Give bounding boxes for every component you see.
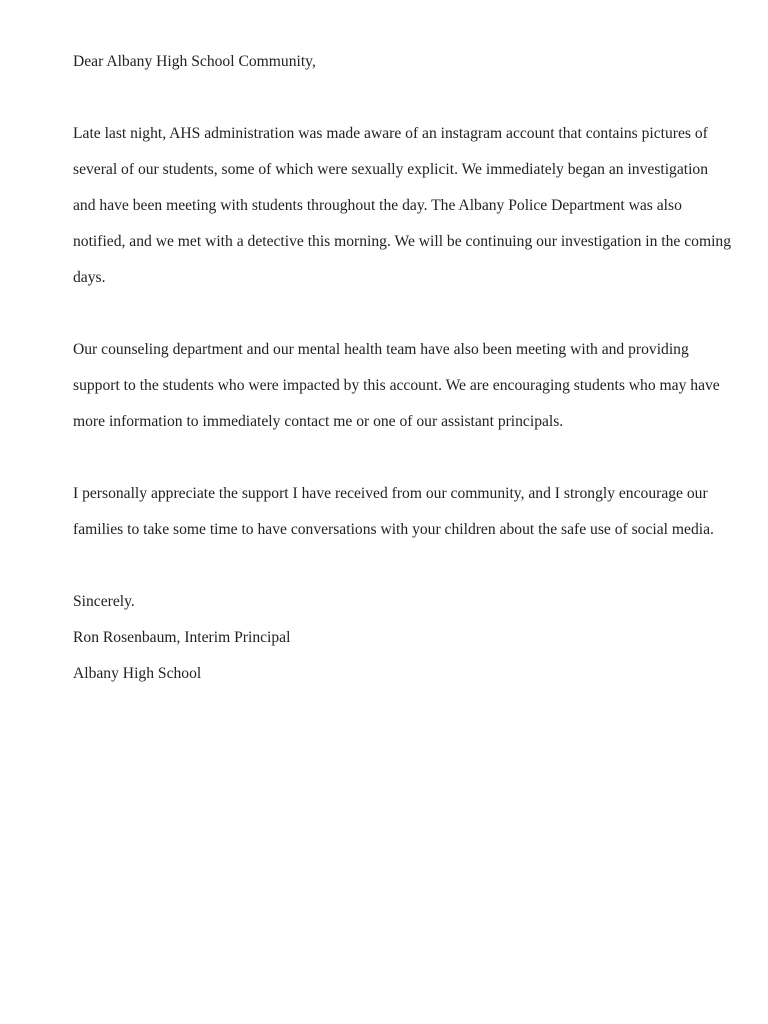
paragraph-spacer (73, 440, 733, 476)
salutation: Dear Albany High School Community, (73, 53, 316, 70)
paragraph-counseling: Our counseling department and our mental health team have also been meeting with and providing support to the students who were impacted by this account. We are encouraging students who may have more information to immediately contact me or one of our assistant principals. (73, 341, 720, 430)
letter-body (73, 44, 733, 692)
paragraph-spacer (73, 296, 733, 332)
paragraph-spacer (73, 80, 733, 116)
paragraph-community: I personally appreciate the support I have received from our community, and I strongly encourage our families to take some time to have conversations with your children about the safe use of social media. (73, 485, 714, 538)
closing: Sincerely. (73, 593, 135, 610)
signature-name: Ron Rosenbaum, Interim Principal (73, 629, 291, 646)
signature-organization: Albany High School (73, 665, 202, 682)
paragraph-investigation: Late last night, AHS administration was made aware of an instagram account that contains pictures of several of our students, some of which were sexually explicit. We immediately began an investigation and have been meeting with students throughout the day. The Albany Police Department was also notified, and we met with a detective this morning. We will be continuing our investigation in the coming days. (73, 125, 732, 286)
paragraph-spacer (73, 548, 733, 584)
